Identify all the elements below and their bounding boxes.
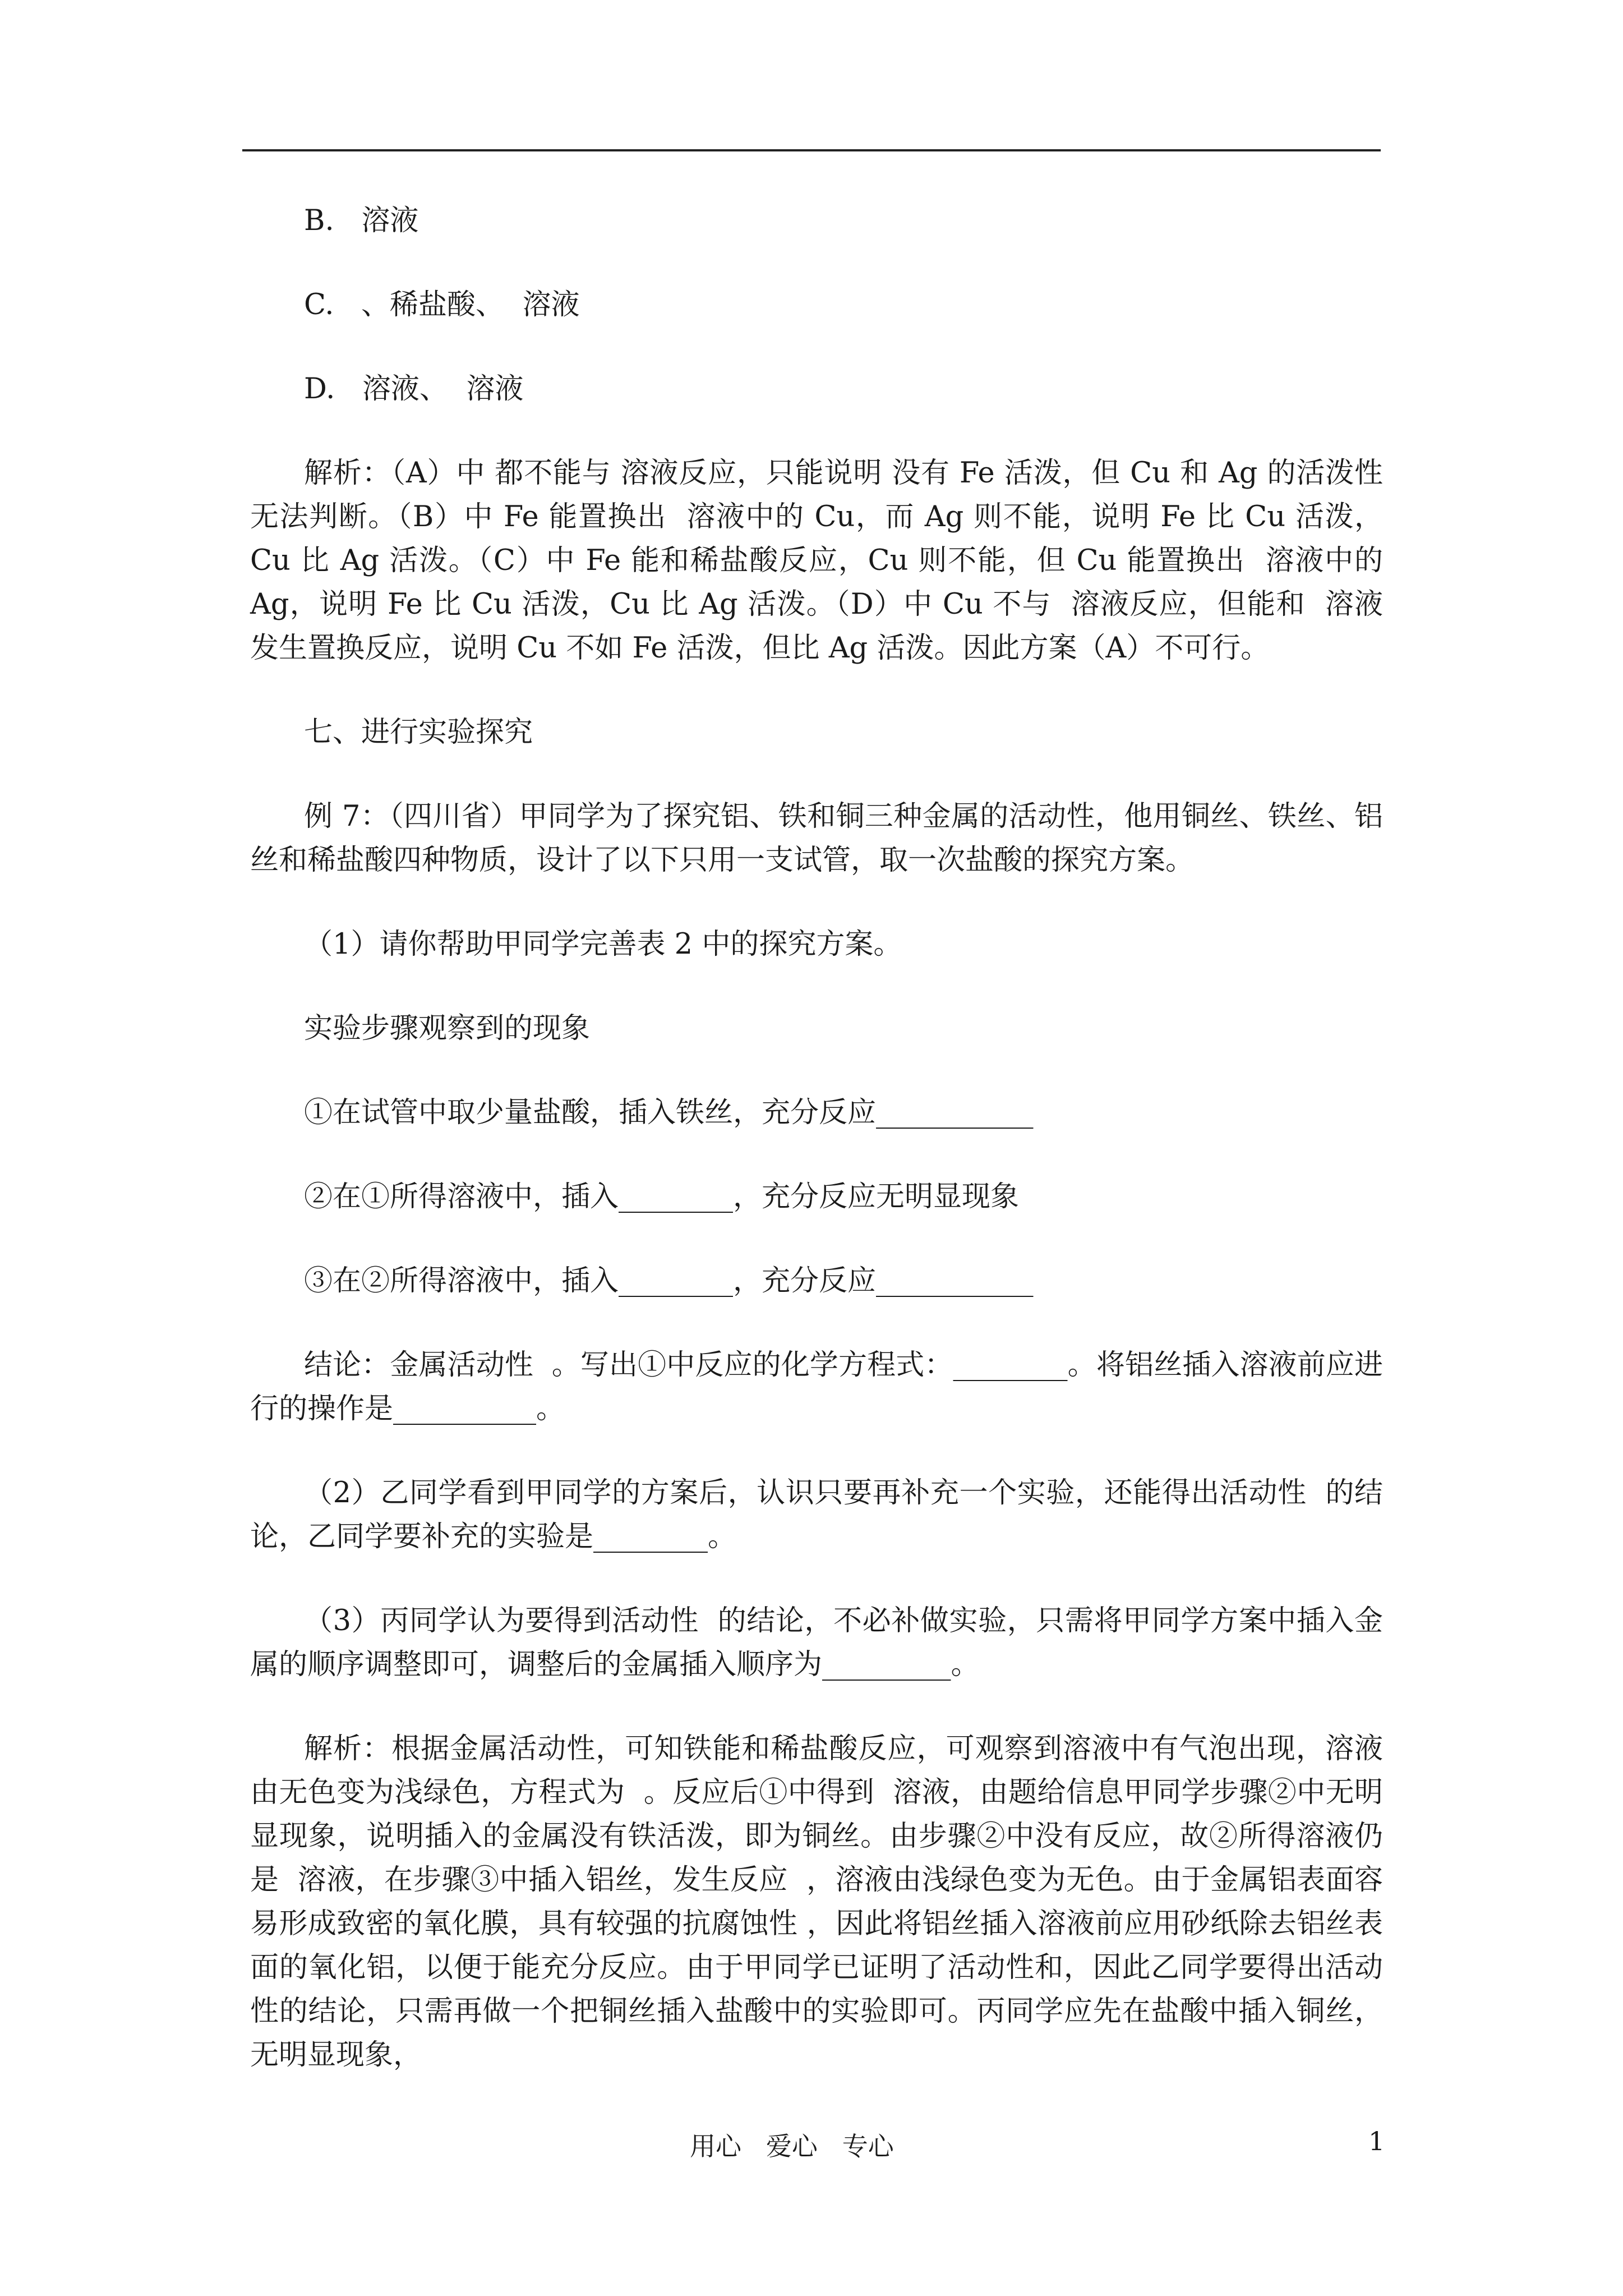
conclusion: 结论：金属活动性 。写出①中反应的化学方程式：________。将铝丝插入溶液前应进行的操作是__________。 — [250, 1349, 1383, 1425]
step-3: ③在②所得溶液中，插入________，充分反应___________ — [304, 1264, 1034, 1297]
analysis-paragraph: 解析：（A）中 都不能与 溶液反应，只能说明 没有 Fe 活泼，但 Cu 和 Ag 的活泼性无法判断。（B）中 Fe 能置换出 溶液中的 Cu，而 Ag 则不能，说明 Fe 比 Cu 活泼，Cu 比 Ag 活泼。（C）中 Fe 能和稀盐酸反应，Cu 则不能，但 Cu 能置换出 溶液中的 Ag，说明 Fe 比 Cu 活泼，Cu 比 Ag 活泼。（D）中 Cu 不与 溶液反应，但能和 溶液发生置换反应，说明 Cu 不如 Fe 活泼，但比 Ag 活泼。因此方案（A）不可行。 — [250, 457, 1393, 665]
step-2: ②在①所得溶液中，插入________，充分反应无明显现象 — [304, 1180, 1020, 1213]
question-2: （2）乙同学看到甲同学的方案后，认识只要再补充一个实验，还能得出活动性 的结论，乙同学要补充的实验是________。 — [250, 1476, 1383, 1553]
page-number: 1 — [1368, 2126, 1385, 2156]
table-header: 实验步骤观察到的现象 — [304, 1012, 591, 1045]
header-rule — [242, 149, 1381, 151]
analysis-answer: 解析：根据金属活动性，可知铁能和稀盐酸反应，可观察到溶液中有气泡出现，溶液由无色变为浅绿色，方程式为 。反应后①中得到 溶液，由题给信息甲同学步骤②中无明显现象，说明插入的金属没有铁活泼，即为铜丝。由步骤②中没有反应，故②所得溶液仍是 溶液，在步骤③中插入铝丝，发生反应 ，溶液由浅绿色变为无色。由于金属铝表面容易形成致密的氧化膜，具有较强的抗腐蚀性 ，因此将铝丝插入溶液前应用砂纸除去铝丝表面的氧化铝，以便于能充分反应。由于甲同学已证明了活动性和，因此乙同学要得出活动性的结论，只需再做一个把铜丝插入盐酸中的实验即可。丙同学应先在盐酸中插入铜丝，无明显现象， — [250, 1732, 1383, 2072]
question-3: （3）丙同学认为要得到活动性 的结论，不必补做实验，只需将甲同学方案中插入金属的顺序调整即可，调整后的金属插入顺序为_________。 — [250, 1604, 1383, 1681]
section-heading: 七、进行实验探究 — [304, 716, 533, 749]
document-body — [250, 199, 1393, 2077]
option-b: B. 溶液 — [304, 204, 419, 237]
question-1: （1）请你帮助甲同学完善表 2 中的探究方案。 — [304, 928, 902, 961]
example-7-intro: 例 7：（四川省）甲同学为了探究铝、铁和铜三种金属的活动性，他用铜丝、铁丝、铝丝和稀盐酸四种物质，设计了以下只用一支试管，取一次盐酸的探究方案。 — [250, 800, 1383, 877]
footer-motto: 用心 爱心 专心 — [690, 2131, 894, 2161]
option-d: D. 溶液、 溶液 — [304, 372, 524, 406]
option-c: C. 、稀盐酸、 溶液 — [304, 288, 580, 321]
step-1: ①在试管中取少量盐酸，插入铁丝，充分反应___________ — [304, 1096, 1034, 1129]
